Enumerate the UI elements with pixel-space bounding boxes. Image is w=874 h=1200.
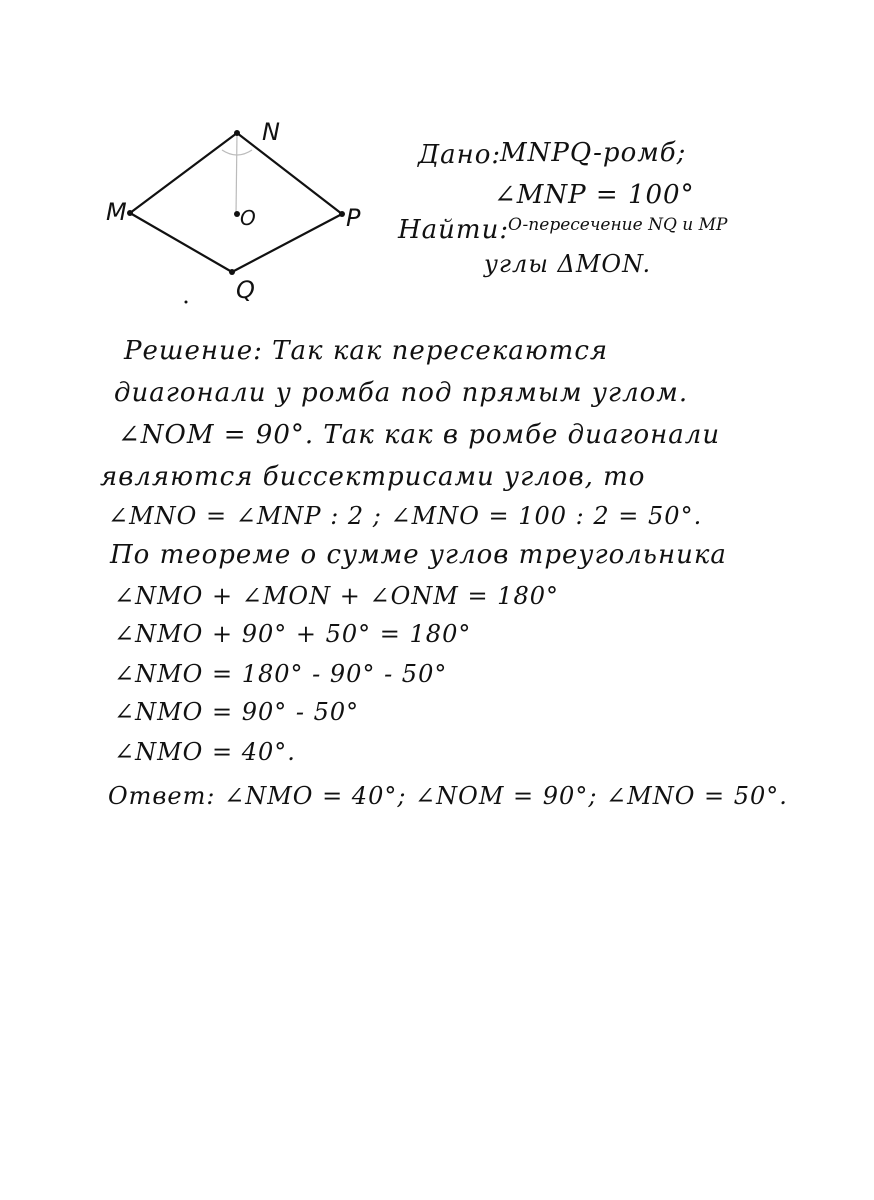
solution-line: ∠NMO = 180° - 90° - 50° <box>114 660 448 688</box>
point-p <box>339 211 345 217</box>
solution-line: ∠NMO = 90° - 50° <box>114 698 360 726</box>
solution-line: ∠NMO = 40°. <box>114 738 296 766</box>
given-line-2: ∠MNP = 100° <box>494 180 695 210</box>
side-mq <box>130 213 232 272</box>
side-mn <box>130 133 237 213</box>
point-n <box>234 130 240 136</box>
given-line-1: MNPQ-ромб; <box>500 138 687 168</box>
solution-line: ∠NMO + 90° + 50° = 180° <box>114 620 472 648</box>
side-np <box>237 133 342 214</box>
diagonal-nq <box>236 133 237 215</box>
label-q: Q <box>236 276 255 304</box>
stray-dot <box>185 301 188 304</box>
solution-line: ∠NMO + ∠MON + ∠ONM = 180° <box>114 582 559 610</box>
point-m <box>127 210 133 216</box>
solution-line: По теореме о сумме углов треугольника <box>110 540 727 570</box>
given-label: Дано: <box>418 140 502 170</box>
label-o: O <box>240 206 256 230</box>
label-m: M <box>106 198 127 226</box>
solution-line: ∠MNO = ∠MNP : 2 ; ∠MNO = 100 : 2 = 50°. <box>108 502 703 530</box>
point-q <box>229 269 235 275</box>
find-label: Найти: <box>398 215 510 245</box>
solution-line: ∠NOM = 90°. Так как в ромбе диагонали <box>118 420 721 450</box>
label-p: P <box>346 204 361 232</box>
label-n: N <box>262 118 280 146</box>
answer-line: Ответ: ∠NMO = 40°; ∠NOM = 90°; ∠MNO = 50°. <box>108 782 788 810</box>
solution-line: Решение: Так как пересекаются <box>124 336 609 366</box>
solution-line: являются биссектрисами углов, то <box>100 462 646 492</box>
solution-line: диагонали у ромба под прямым углом. <box>114 378 689 408</box>
given-line-3: O-пересечение NQ и MP <box>508 215 728 235</box>
find-line-1: углы ΔMON. <box>484 250 652 278</box>
